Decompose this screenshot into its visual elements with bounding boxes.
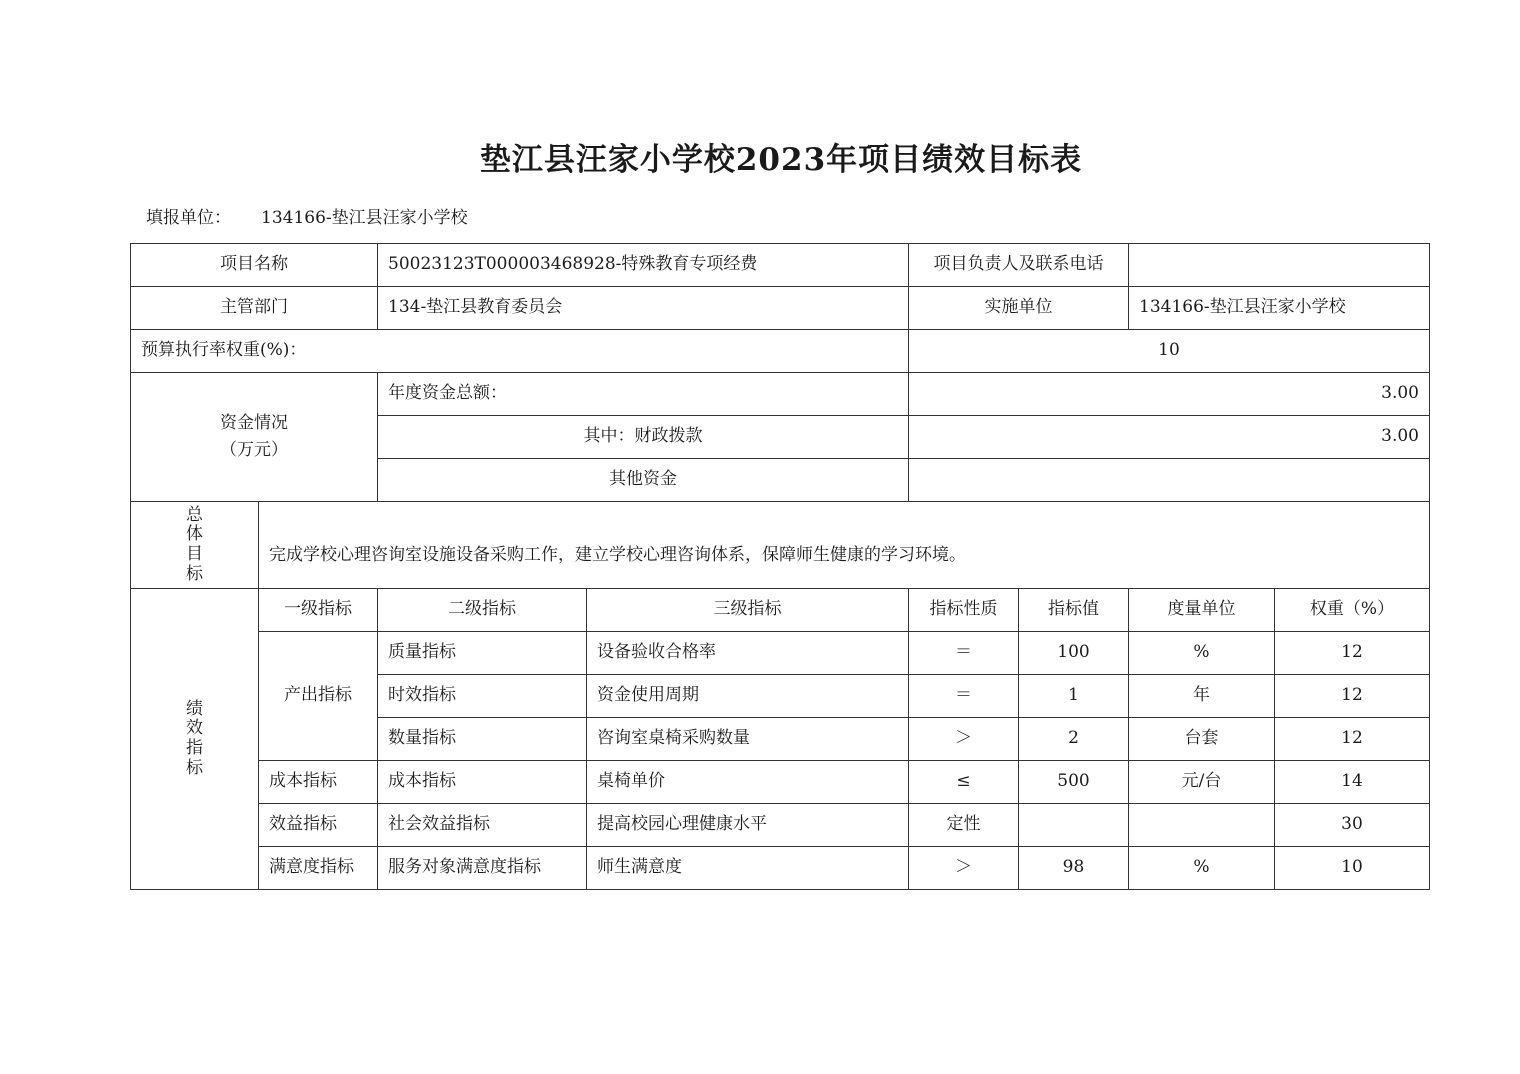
- budget-weight-row: [131, 330, 1430, 373]
- budget-weight-value: 10: [909, 330, 1430, 373]
- indicators-label: [131, 589, 259, 890]
- indicators-label-char: 绩: [186, 698, 203, 719]
- budget-weight-label: 预算执行率权重(%)：: [131, 330, 909, 373]
- indicator-weight: 12: [1275, 632, 1430, 675]
- indicator-level2: 社会效益指标: [378, 804, 587, 847]
- indicator-value: [1019, 804, 1129, 847]
- indicator-value: 2: [1019, 718, 1129, 761]
- indicator-unit: 年: [1129, 675, 1275, 718]
- indicator-weight: 10: [1275, 847, 1430, 890]
- funds-fiscal-value: 3.00: [909, 416, 1430, 459]
- reporting-unit: [146, 203, 468, 228]
- indicator-level2: 数量指标: [378, 718, 587, 761]
- overall-goal-row: [131, 502, 1430, 589]
- indicator-weight: 30: [1275, 804, 1430, 847]
- header-level3: 三级指标: [587, 589, 909, 632]
- indicator-value: 98: [1019, 847, 1129, 890]
- header-level1: 一级指标: [259, 589, 378, 632]
- indicator-unit: %: [1129, 847, 1275, 890]
- indicator-value: 100: [1019, 632, 1129, 675]
- indicator-nature: ＝: [909, 632, 1019, 675]
- indicator-unit: 元/台: [1129, 761, 1275, 804]
- indicator-value: 500: [1019, 761, 1129, 804]
- indicator-level2: 服务对象满意度指标: [378, 847, 587, 890]
- indicator-weight: 12: [1275, 675, 1430, 718]
- goal-label-char: 目: [186, 544, 203, 564]
- indicator-level3: 资金使用周期: [587, 675, 909, 718]
- department-row: [131, 287, 1430, 330]
- indicator-level2: 时效指标: [378, 675, 587, 718]
- indicator-level3: 提高校园心理健康水平: [587, 804, 909, 847]
- project-name-label: 项目名称: [131, 244, 378, 287]
- indicator-unit: 台套: [1129, 718, 1275, 761]
- indicator-level1: 效益指标: [259, 804, 378, 847]
- header-nature: 指标性质: [909, 589, 1019, 632]
- project-contact-value: [1129, 244, 1430, 287]
- indicator-level3: 咨询室桌椅采购数量: [587, 718, 909, 761]
- indicator-row: [131, 847, 1430, 890]
- indicators-label-char: 指: [186, 738, 203, 758]
- header-value: 指标值: [1019, 589, 1129, 632]
- overall-goal-text: 完成学校心理咨询室设施设备采购工作，建立学校心理咨询体系，保障师生健康的学习环境。: [259, 502, 1430, 589]
- impl-unit-label: 实施单位: [909, 287, 1129, 330]
- indicator-nature: ≤: [909, 761, 1019, 804]
- dept-value: 134-垫江县教育委员会: [378, 287, 909, 330]
- funds-other-label: 其他资金: [378, 459, 909, 502]
- funds-label-line2: （万元）: [220, 440, 288, 460]
- indicator-nature: 定性: [909, 804, 1019, 847]
- indicators-label-char: 效: [186, 718, 203, 739]
- indicator-level3: 师生满意度: [587, 847, 909, 890]
- header-level2: 二级指标: [378, 589, 587, 632]
- funds-total-value: 3.00: [909, 373, 1430, 416]
- funds-label-line1: 资金情况: [220, 412, 288, 433]
- funds-fiscal-label: 其中：财政拨款: [378, 416, 909, 459]
- indicator-level1: 成本指标: [259, 761, 378, 804]
- header-weight: 权重（%）: [1275, 589, 1430, 632]
- indicator-weight: 12: [1275, 718, 1430, 761]
- indicator-row: [131, 632, 1430, 675]
- performance-target-table: [130, 243, 1430, 890]
- funds-total-label: 年度资金总额：: [378, 373, 909, 416]
- funds-total-row: [131, 373, 1430, 416]
- page-title: 垫江县汪家小学校2023年项目绩效目标表: [479, 142, 1083, 178]
- indicator-nature: ＝: [909, 675, 1019, 718]
- impl-unit-value: 134166-垫江县汪家小学校: [1129, 287, 1430, 330]
- indicator-level2: 质量指标: [378, 632, 587, 675]
- indicator-level1: 产出指标: [259, 632, 378, 761]
- indicator-level3: 桌椅单价: [587, 761, 909, 804]
- indicator-level3: 设备验收合格率: [587, 632, 909, 675]
- indicator-level2: 成本指标: [378, 761, 587, 804]
- indicator-unit: %: [1129, 632, 1275, 675]
- reporting-unit-value: 134166-垫江县汪家小学校: [261, 208, 468, 228]
- goal-label-char: 总: [186, 504, 203, 525]
- indicator-nature: ＞: [909, 718, 1019, 761]
- funds-other-value: [909, 459, 1430, 502]
- indicator-level1: 满意度指标: [259, 847, 378, 890]
- header-unit: 度量单位: [1129, 589, 1275, 632]
- indicator-row: [131, 804, 1430, 847]
- goal-label-char: 标: [186, 563, 203, 584]
- goal-label-char: 体: [186, 524, 203, 545]
- project-contact-label: 项目负责人及联系电话: [909, 244, 1129, 287]
- indicator-row: [131, 761, 1430, 804]
- overall-goal-label: [131, 502, 259, 589]
- project-name-value: 50023123T000003468928-特殊教育专项经费: [378, 244, 909, 287]
- project-name-row: [131, 244, 1430, 287]
- indicator-header-row: [131, 589, 1430, 632]
- dept-label: 主管部门: [131, 287, 378, 330]
- indicator-value: 1: [1019, 675, 1129, 718]
- indicators-label-char: 标: [186, 757, 203, 778]
- indicator-unit: [1129, 804, 1275, 847]
- reporting-unit-label: 填报单位：: [146, 208, 231, 228]
- indicator-weight: 14: [1275, 761, 1430, 804]
- indicator-nature: ＞: [909, 847, 1019, 890]
- funds-label: [131, 373, 378, 502]
